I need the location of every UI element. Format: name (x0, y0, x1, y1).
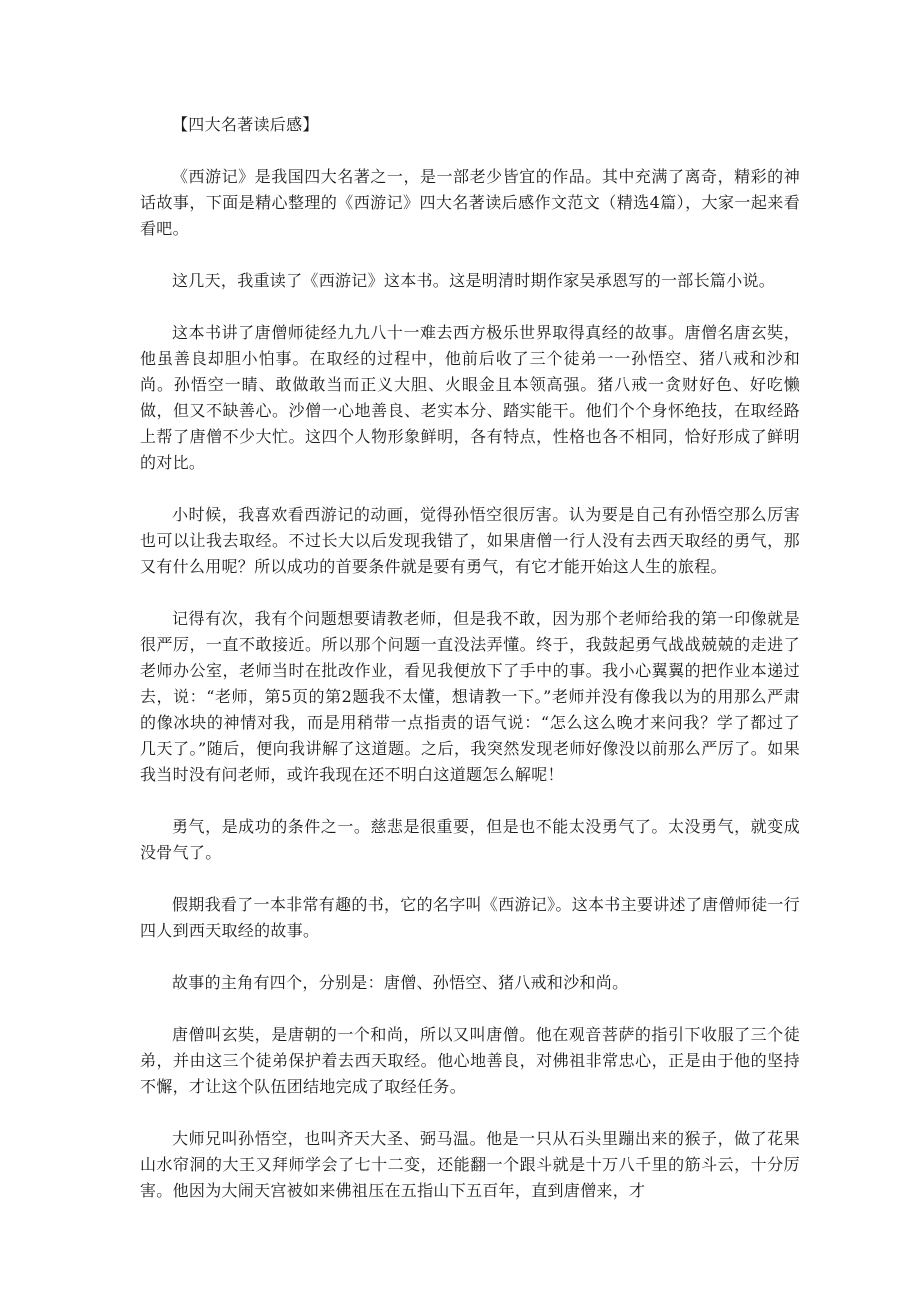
document-heading: 【四大名著读后感】 (172, 115, 319, 134)
paragraph: 假期我看了一本非常有趣的书，它的名字叫《西游记》。这本书主要讲述了唐僧师徒一行四人到西天取经的故事。 (140, 895, 800, 940)
paragraph: 小时候，我喜欢看西游记的动画，觉得孙悟空很厉害。认为要是自己有孙悟空那么厉害也可以让我去取经。不过长大以后发现我错了，如果唐僧一行人没有去西天取经的勇气，那又有什么用呢？所以成功的首要条件就是要有勇气，有它才能开始这人生的旅程。 (140, 505, 800, 576)
paragraph-intro: 《西游记》是我国四大名著之一，是一部老少皆宜的作品。其中充满了离奇，精彩的神话故事，下面是精心整理的《西游记》四大名著读后感作文范文（精选4篇），大家一起来看看吧。 (140, 167, 800, 238)
paragraph: 勇气，是成功的条件之一。慈悲是很重要，但是也不能太没勇气了。太没勇气，就变成没骨气了。 (140, 817, 800, 862)
document-body (140, 112, 800, 1230)
paragraph: 唐僧叫玄奘，是唐朝的一个和尚，所以又叫唐僧。他在观音菩萨的指引下收服了三个徒弟，并由这三个徒弟保护着去西天取经。他心地善良，对佛祖非常忠心，正是由于他的坚持不懈，才让这个队伍团结地完成了取经任务。 (140, 1025, 800, 1096)
paragraph: 记得有次，我有个问题想要请教老师，但是我不敢，因为那个老师给我的第一印像就是很严厉，一直不敢接近。所以那个问题一直没法弄懂。终于，我鼓起勇气战战兢兢的走进了老师办公室，老师当时在批改作业，看见我便放下了手中的事。我小心翼翼的把作业本递过去，说：“老师，第5页的第2题我不太懂，想请教一下。”老师并没有像我以为的用那么严肃的像冰块的神情对我，而是用稍带一点指责的语气说：“怎么这么晚才来问我？学了都过了几天了。”随后，便向我讲解了这道题。之后，我突然发现老师好像没以前那么严厉了。如果我当时没有问老师，或许我现在还不明白这道题怎么解呢！ (140, 609, 800, 784)
paragraph: 这本书讲了唐僧师徒经九九八十一难去西方极乐世界取得真经的故事。唐僧名唐玄奘，他虽善良却胆小怕事。在取经的过程中，他前后收了三个徒弟一一孙悟空、猪八戒和沙和尚。孙悟空一睛、敢做敢当而正义大胆、火眼金且本领高强。猪八戒一贪财好色、好吃懒做，但又不缺善心。沙僧一心地善良、老实本分、踏实能干。他们个个身怀绝技，在取经路上帮了唐僧不少大忙。这四个人物形象鲜明，各有特点，性格也各不相同，恰好形成了鲜明的对比。 (140, 323, 800, 472)
paragraph: 大师兄叫孙悟空，也叫齐天大圣、弼马温。他是一只从石头里蹦出来的猴子，做了花果山水帘洞的大王又拜师学会了七十二变，还能翻一个跟斗就是十万八千里的筋斗云，十分厉害。他因为大闹天宫被如来佛祖压在五指山下五百年，直到唐僧来，才 (140, 1129, 800, 1200)
paragraph: 故事的主角有四个，分别是：唐僧、孙悟空、猪八戒和沙和尚。 (172, 973, 629, 992)
paragraph: 这几天，我重读了《西游记》这本书。这是明清时期作家吴承恩写的一部长篇小说。 (172, 271, 776, 290)
